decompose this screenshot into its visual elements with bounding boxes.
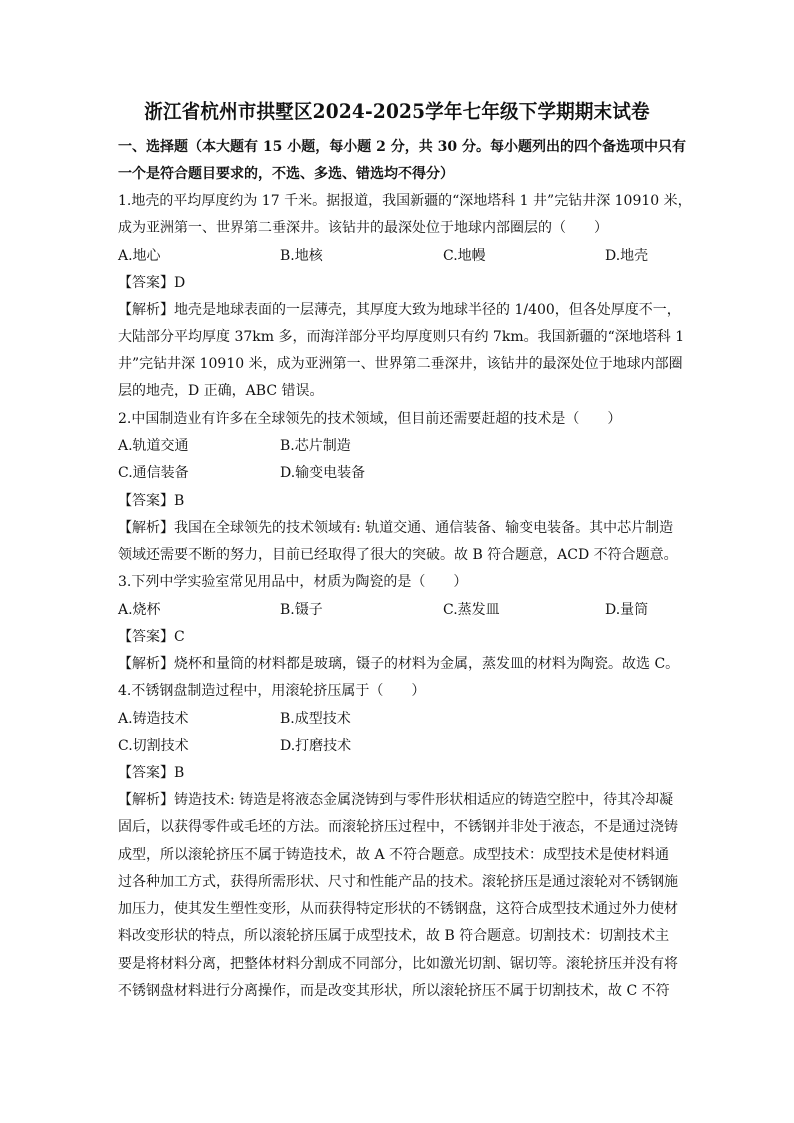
q4-analysis-line-6: 料改变形状的特点，所以滚轮挤压属于成型技术，故 B 符合题意。切割技术：切割技术主 [118,928,670,944]
q1-option-d: D.地壳 [605,248,649,264]
q3-option-b: B.镊子 [280,602,323,618]
q4-option-c: C.切割技术 [118,738,189,754]
q4-analysis-line-2: 固后，以获得零件或毛坯的方法。而滚轮挤压过程中，不锈钢并非处于液态，不是通过浇铸 [118,819,678,835]
q4-answer: 【答案】B [118,765,185,781]
q4-analysis-line-1: 【解析】铸造技术: 铸造是将液态金属浇铸到与零件形状相适应的铸造空腔中，待其冷却凝 [118,792,674,808]
q4-analysis-line-4: 过各种加工方式，获得所需形状、尺寸和性能产品的技术。滚轮挤压是通过滚轮对不锈钢施 [118,874,678,890]
q1-option-a: A.地心 [118,248,161,264]
q4-analysis-line-3: 成型，所以滚轮挤压不属于铸造技术，故 A 不符合题意。成型技术：成型技术是使材料通 [118,847,670,863]
q1-analysis-line-4: 层的地壳，D 正确，ABC 错误。 [118,383,324,399]
page-title: 浙江省杭州市拱墅区2024-2025学年七年级下学期期末试卷 [144,100,650,123]
q1-analysis-line-2: 大陆部分平均厚度 37km 多，而海洋部分平均厚度则只有约 7km。我国新疆的“深地塔科 1 [118,329,685,345]
q1-option-c: C.地幔 [443,248,486,264]
q4-analysis-line-8: 不锈钢盘材料进行分离操作，而是改变其形状，所以滚轮挤压不属于切割技术，故 C 不符 [118,983,670,999]
q3-answer: 【答案】C [118,629,185,645]
q4-option-a: A.铸造技术 [118,711,189,727]
q2-option-b: B.芯片制造 [280,438,351,454]
q2-option-d: D.输变电装备 [280,465,366,481]
q1-analysis-line-1: 【解析】地壳是地球表面的一层薄壳，其厚度大致为地球半径的 1/400，但各处厚度不一， [118,302,681,318]
q3-option-d: D.量筒 [605,602,649,618]
q4-stem-line-1: 4.不锈钢盘制造过程中，用滚轮挤压属于（ ） [118,683,426,699]
q3-analysis-line-1: 【解析】烧杯和量筒的材料都是玻璃，镊子的材料为金属，蒸发皿的材料为陶瓷。故选 C。 [118,656,680,672]
q1-stem-line-1: 1.地壳的平均厚度约为 17 千米。据报道，我国新疆的“深地塔科 1 井”完钻井深 10910 米， [118,193,692,209]
q1-analysis-line-3: 井”完钻井深 10910 米，成为亚洲第一、世界第二垂深井，该钻井的最深处位于地球内部圈 [118,356,683,372]
section-heading-line-2: 一个是符合题目要求的，不选、多选、错选均不得分） [118,166,454,182]
q4-analysis-line-7: 要是将材料分离，把整体材料分割成不同部分，比如激光切割、锯切等。滚轮挤压并没有将 [118,956,678,972]
section-heading-line-1: 一、选择题（本大题有 15 小题，每小题 2 分，共 30 分。每小题列出的四个备选项中只有 [118,139,686,155]
q4-option-d: D.打磨技术 [280,738,352,754]
q3-stem-line-1: 3.下列中学实验室常见用品中，材质为陶瓷的是（ ） [118,574,468,590]
q1-answer: 【答案】D [118,275,186,291]
q3-option-c: C.蒸发皿 [443,602,500,618]
q2-analysis-line-1: 【解析】我国在全球领先的技术领域有: 轨道交通、通信装备、输变电装备。其中芯片制造 [118,520,674,536]
q2-option-c: C.通信装备 [118,465,189,481]
q4-analysis-line-5: 加压力，使其发生塑性变形，从而获得特定形状的不锈钢盘，这符合成型技术通过外力使材 [118,901,678,917]
q2-option-a: A.轨道交通 [118,438,189,454]
q2-stem-line-1: 2.中国制造业有许多在全球领先的技术领域，但目前还需要赶超的技术是（ ） [118,411,622,427]
q4-option-b: B.成型技术 [280,711,351,727]
q1-stem-line-2: 成为亚洲第一、世界第二垂深井。该钻井的最深处位于地球内部圈层的（ ） [118,220,608,236]
q2-analysis-line-2: 领域还需要不断的努力，目前已经取得了很大的突破。故 B 符合题意，ACD 不符合题意。 [118,547,678,563]
q1-option-b: B.地核 [280,248,323,264]
q3-option-a: A.烧杯 [118,602,161,618]
q2-answer: 【答案】B [118,493,185,509]
